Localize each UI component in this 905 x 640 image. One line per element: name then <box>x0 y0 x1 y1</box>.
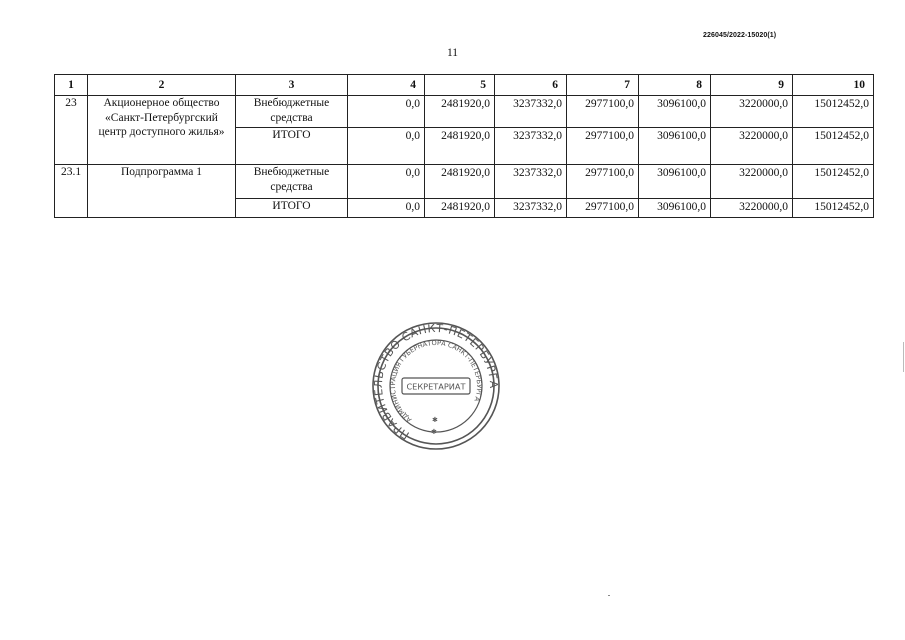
row-index: 23 <box>55 96 88 165</box>
funding-source: ИТОГО <box>236 199 348 218</box>
seal-inner-text: АДМИНИСТРАЦИЯ ГУБЕРНАТОРА САНКТ-ПЕТЕРБУРГА <box>388 338 484 424</box>
value-cell: 15012452,0 <box>793 199 874 218</box>
table-header-row <box>55 75 874 96</box>
value-cell: 3220000,0 <box>711 199 793 218</box>
column-header: 6 <box>495 75 567 96</box>
funding-source: Внебюджетные средства <box>236 165 348 199</box>
column-header: 5 <box>425 75 495 96</box>
organization-name: Подпрограмма 1 <box>88 165 236 218</box>
column-header: 10 <box>793 75 874 96</box>
funding-source: Внебюджетные средства <box>236 96 348 128</box>
value-cell: 2977100,0 <box>567 128 639 165</box>
scan-speck <box>608 595 610 596</box>
page-number: 11 <box>446 47 459 59</box>
table-row <box>55 96 874 128</box>
value-cell: 2977100,0 <box>567 165 639 199</box>
value-cell: 2481920,0 <box>425 128 495 165</box>
column-header: 7 <box>567 75 639 96</box>
value-cell: 3237332,0 <box>495 199 567 218</box>
value-cell: 0,0 <box>348 199 425 218</box>
column-header: 4 <box>348 75 425 96</box>
value-cell: 2977100,0 <box>567 199 639 218</box>
funding-source: ИТОГО <box>236 128 348 165</box>
star-icon: ✱ <box>432 416 438 424</box>
column-header: 8 <box>639 75 711 96</box>
value-cell: 3096100,0 <box>639 199 711 218</box>
value-cell: 0,0 <box>348 165 425 199</box>
row-index: 23.1 <box>55 165 88 218</box>
value-cell: 2481920,0 <box>425 199 495 218</box>
funding-table <box>54 74 874 218</box>
value-cell: 3220000,0 <box>711 128 793 165</box>
seal-center-text: СЕКРЕТАРИАТ <box>406 381 466 392</box>
margin-mark <box>903 342 904 372</box>
value-cell: 2977100,0 <box>567 96 639 128</box>
value-cell: 3096100,0 <box>639 128 711 165</box>
value-cell: 2481920,0 <box>425 165 495 199</box>
value-cell: 15012452,0 <box>793 96 874 128</box>
value-cell: 3237332,0 <box>495 165 567 199</box>
value-cell: 0,0 <box>348 128 425 165</box>
value-cell: 3096100,0 <box>639 96 711 128</box>
value-cell: 3237332,0 <box>495 128 567 165</box>
value-cell: 15012452,0 <box>793 165 874 199</box>
value-cell: 3220000,0 <box>711 96 793 128</box>
value-cell: 15012452,0 <box>793 128 874 165</box>
value-cell: 0,0 <box>348 96 425 128</box>
value-cell: 3220000,0 <box>711 165 793 199</box>
column-header: 9 <box>711 75 793 96</box>
value-cell: 3096100,0 <box>639 165 711 199</box>
star-icon: ✱ <box>431 428 437 436</box>
value-cell: 2481920,0 <box>425 96 495 128</box>
seal-outer-text: ПРАВИТЕЛЬСТВО САНКТ-ПЕТЕРБУРГА <box>372 322 500 442</box>
table-row <box>55 165 874 199</box>
column-header: 3 <box>236 75 348 96</box>
official-seal <box>372 322 500 450</box>
organization-name: Акционерное общество «Санкт-Петербургский центр доступного жилья» <box>88 96 236 165</box>
value-cell: 3237332,0 <box>495 96 567 128</box>
column-header: 1 <box>55 75 88 96</box>
column-header: 2 <box>88 75 236 96</box>
document-registration-number: 226045/2022-15020(1) <box>703 32 777 39</box>
